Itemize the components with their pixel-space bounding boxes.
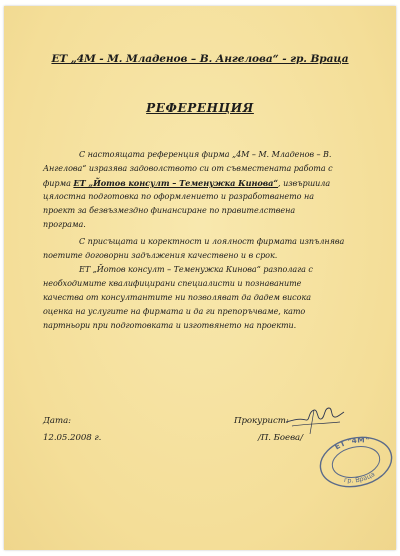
seal-bottom-text: гр. Враца (343, 470, 377, 485)
company-seal (310, 431, 400, 493)
document-title: РЕФЕРЕНЦИЯ (146, 101, 254, 115)
seal-top-text: ЕТ "4М" (333, 435, 370, 452)
proxy-label: Прокурист: (234, 416, 289, 426)
p1-line-3-end: , извършила (278, 179, 331, 188)
p3-line-2: необходимите квалифицирани специалисти и познаваните (43, 279, 302, 288)
p3-line-4: оценка на услугите на фирмата и да ги препоръчваме, като (43, 307, 306, 316)
date-label: Дата: (43, 416, 72, 426)
p1-line-3 (43, 178, 330, 188)
p1-line-1: С настоящата референция фирма „4М – М. Младенов – В. (79, 150, 332, 159)
company-header: ЕТ „4М - М. Младенов – В. Ангелова“ - гр. Враца (51, 53, 349, 65)
reference-letter (4, 6, 396, 550)
p3-line-5: партньори при подготовката и изготвянето на проекти. (43, 321, 297, 330)
date-value: 12.05.2008 г. (43, 433, 102, 443)
p2-line-2: поетите договорни задължения качествено и в срок. (43, 251, 278, 260)
seal-rings (315, 431, 396, 493)
p3-line-1: ЕТ „Йотов консулт – Теменужка Кинова“ разполага с (79, 265, 313, 274)
p1-line-4: цялостна подготовка по оформлението и разработването на (43, 192, 314, 201)
consultant-company-name: ЕТ „Йотов консулт – Теменужка Кинова“ (73, 178, 279, 188)
p1-line-3-start: фирма (43, 179, 71, 188)
p2-line-1: С присъщата и коректност и лоялност фирмата изпълнява (79, 237, 345, 246)
proxy-name: /П. Боева/ (258, 433, 303, 443)
p1-line-6: програма. (43, 220, 86, 229)
svg-text:гр. Враца (342, 469, 377, 487)
p3-line-3: качества от консултантите ни позволяват да дадем висока (43, 293, 311, 302)
p1-line-2: Ангелова“ изразява задоволството си от съвместената работа с (43, 164, 333, 173)
p1-line-5: проект за безвъзмездно финансиране по правителствена (43, 206, 296, 215)
